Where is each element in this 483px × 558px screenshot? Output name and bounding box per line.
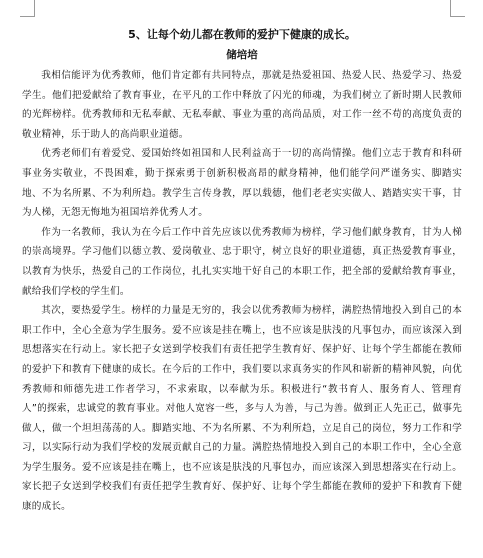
paragraph-2: 优秀老师们有着爱党、爱国始终如祖国和人民利益高于一切的高尚情操。他们立志于教育和科研事业务实敬业，不畏困难，勤于探索勇于创新积极高昂的献身精神，他们能学问严谨务实、脚踏实地、不为名所累、不为利所趋。教学生言传身教，厚以载德，他们老老实实做人、踏踏实实干事，甘为人梯，无怨无悔地为祖国培养优秀人才。 (22, 148, 462, 219)
document-title: 5、让每个幼儿都在教师的爱护下健康的成长。 (128, 28, 356, 41)
paragraph-4: 其次，要热爱学生。榜样的力量是无穷的，我会以优秀教师为榜样，满腔热情地投入到自己的本职工作中，全心全意为学生服务。爱不应该是挂在嘴上，也不应该是肤浅的凡事包办，而应该深入到思想落实在行动上。家长把子女送到学校我们有责任把学生教育好、保护好、让每个学生都能在教师的爱护下和教育下健康的成长。在今后的工作中，我们要以求真务实的作风和崭新的精神风貌，向优秀教师和师德先进工作者学习，不求索取，以奉献为乐。积极进行“教书育人、服务育人、管理育人”的探索，忠诚党的教育事业。对他人宽容一些，多与人为善，与己为善。做到正人先正己，做事先做人，做一个坦坦荡荡的人。脚踏实地、不为名所累、不为利所趋，立足自己的岗位，努力工作和学习，以实际行动为我们学校的发展贡献自己的力量。满腔热情地投入到自己的本职工作中，全心全意为学生服务。爱不应该是挂在嘴上，也不应该是肤浅的凡事包办，而应该深入到思想落实在行动上。家长把子女送到学校我们有责任把学生教育好、保护好、让每个学生都能在教师的爱护下和教育下健康的成长。 (22, 305, 462, 513)
paragraph-3: 作为一名教师，我认为在今后工作中首先应该以优秀教师为榜样，学习他们献身教育，甘为人梯的崇高境界。学习他们以德立教、爱岗敬业、忠于职守，树立良好的职业道德，真正热爱教育事业，以教育为快乐，热爱自己的工作岗位，扎扎实实地干好自己的本职工作，把全部的爱献给教育事业，献给我们学校的学生们。 (22, 226, 462, 297)
page-corner-mark-left (20, 0, 35, 17)
document-body (22, 28, 462, 517)
paragraph-1: 我相信能评为优秀教师，他们肯定都有共同特点，那就是热爱祖国、热爱人民、热爱学习、热爱学生。他们把爱献给了教育事业，在平凡的工作中释放了闪光的师魂，为我们树立了新时期人民教师的光辉榜样。优秀教师和无私奉献、无私奉献、事业为重的高尚品质，对工作一丝不苟的高度负责的敬业精神，乐于助人的高尚职业道德。 (22, 70, 462, 140)
page-corner-mark-right (450, 0, 465, 17)
document-author: 储培培 (226, 49, 258, 61)
